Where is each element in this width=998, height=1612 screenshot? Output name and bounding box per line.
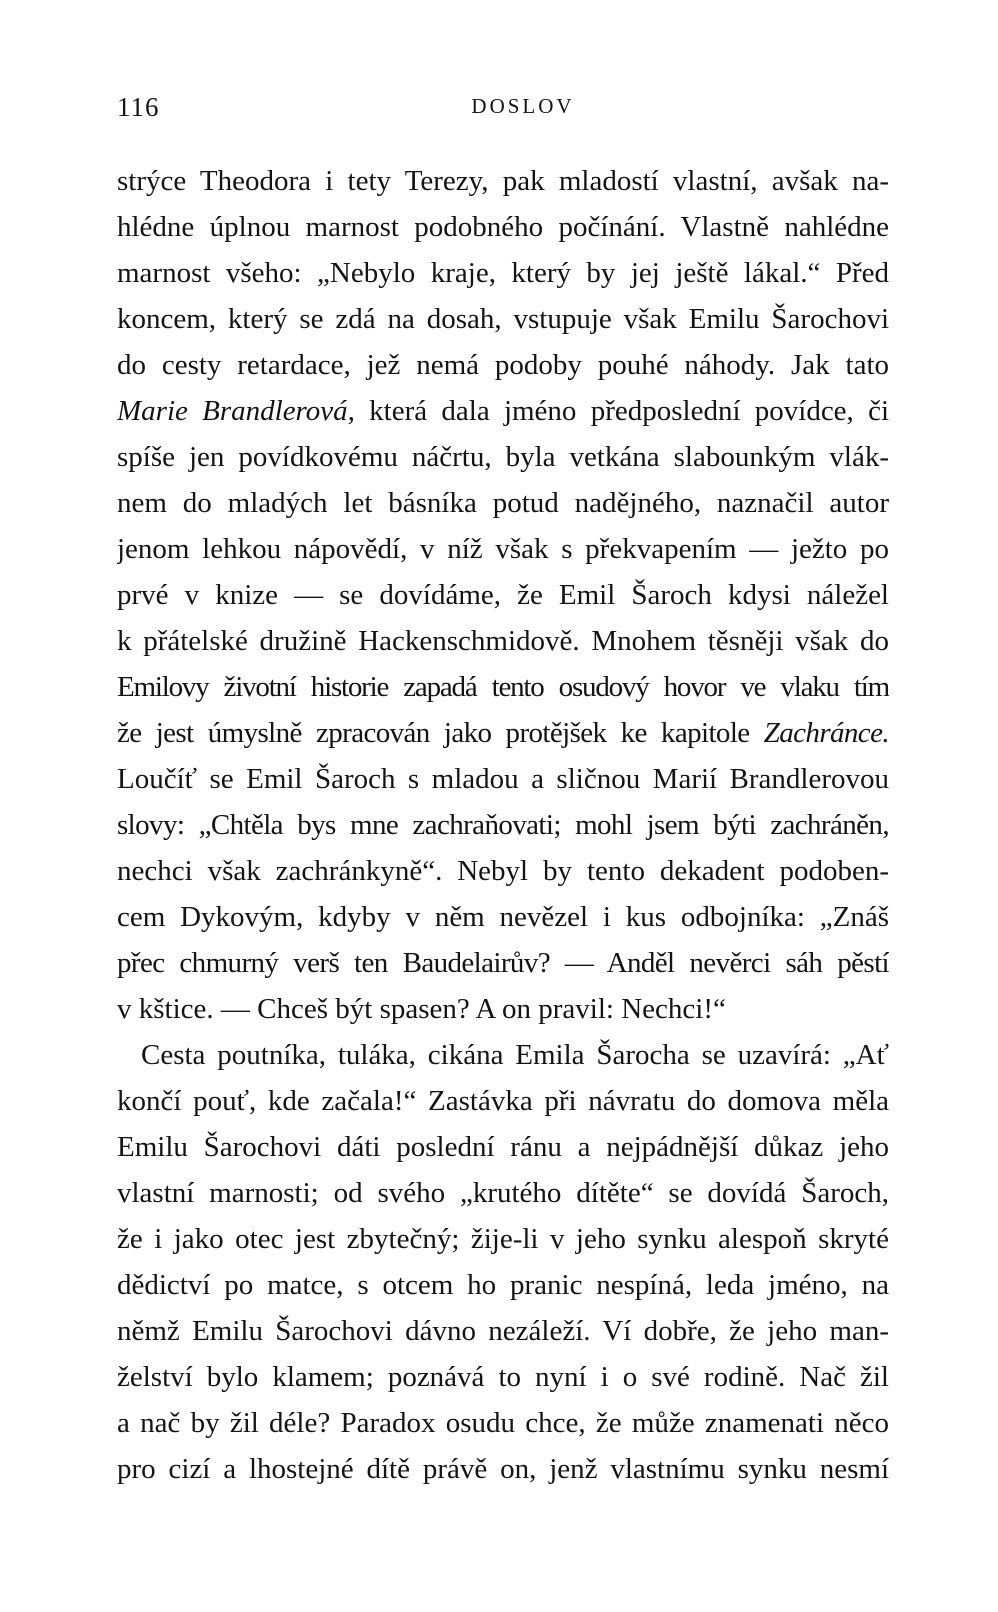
text-line: končí pouť, kde začala!“ Zastávka při návratu do domova měla: [117, 1085, 889, 1117]
text-line: Cesta poutníka, tuláka, cikána Emila Šarocha se uzavírá: „Ať: [141, 1039, 889, 1071]
text-line: že i jako otec jest zbytečný; žije-li v jeho synku alespoň skryté: [117, 1223, 889, 1255]
text-segment: která dala jméno předposlední povídce, či: [354, 395, 889, 427]
text-line: spíše jen povídkovému náčrtu, byla vetkána slabounkým vlák-: [117, 441, 889, 473]
body-text: [117, 158, 889, 1492]
text-line: nechci však zachránkyně“. Nebyl by tento dekadent podoben-: [117, 855, 889, 887]
text-line: Emilu Šarochovi dáti poslední ránu a nejpádnější důkaz jeho: [117, 1131, 889, 1163]
text-line: Emilovy životní historie zapadá tento osudový hovor ve vlaku tím: [117, 671, 889, 703]
page-number: 116: [117, 92, 160, 122]
text-line: [117, 710, 889, 756]
text-line: dědictví po matce, s otcem ho pranic nespíná, leda jméno, na: [117, 1269, 889, 1301]
text-line: a nač by žil déle? Paradox osudu chce, že může znamenati něco: [117, 1407, 889, 1439]
text-line: koncem, který se zdá na dosah, vstupuje však Emilu Šarochovi: [117, 303, 889, 335]
text-segment: že jest úmyslně zpracován jako protějšek ke kapitole: [117, 717, 764, 749]
text-line: Loučíť se Emil Šaroch s mladou a sličnou Marií Brandlerovou: [117, 763, 889, 795]
story-title-italic: Zachránce.: [763, 717, 889, 749]
text-line: strýce Theodora i tety Terezy, pak mladostí vlastní, avšak na-: [117, 165, 889, 197]
text-line: jenom lehkou nápovědí, v níž však s překvapením — ježto po: [117, 533, 889, 565]
text-line: vlastní marnosti; od svého „krutého dítěte“ se dovídá Šaroch,: [117, 1177, 889, 1209]
text-line: nem do mladých let básníka potud nadějného, naznačil autor: [117, 487, 889, 519]
text-line: slovy: „Chtěla bys mne zachraňovati; mohl jsem býti zachráněn,: [117, 809, 889, 841]
text-line: [117, 388, 889, 434]
text-line: do cesty retardace, jež nemá podoby pouhé náhody. Jak tato: [117, 349, 889, 381]
text-line: v kštice. — Chceš být spasen? A on pravil: Nechci!“: [117, 993, 726, 1025]
text-line: prvé v knize — se dovídáme, že Emil Šaroch kdysi náležel: [117, 579, 889, 611]
text-line: pro cizí a lhostejné dítě právě on, jenž vlastnímu synku nesmí: [117, 1453, 889, 1485]
text-line: cem Dykovým, kdyby v něm nevězel i kus odbojníka: „Znáš: [117, 901, 889, 933]
text-line: hlédne úplnou marnost podobného počínání. Vlastně nahlédne: [117, 211, 889, 243]
page-header: [117, 92, 889, 126]
running-head: DOSLOV: [471, 94, 575, 118]
text-line: přec chmurný verš ten Baudelairův? — Anděl nevěrci sáh pěstí: [117, 947, 889, 979]
text-line: němž Emilu Šarochovi dávno nezáleží. Ví dobře, že jeho man-: [117, 1315, 889, 1347]
story-title-italic: Marie Brandlerová,: [117, 395, 355, 427]
text-line: želství bylo klamem; poznává to nyní i o své rodině. Nač žil: [117, 1361, 889, 1393]
text-line: k přátelské družině Hackenschmidově. Mnohem těsněji však do: [117, 625, 889, 657]
text-line: marnost všeho: „Nebylo kraje, který by jej ještě lákal.“ Před: [117, 257, 889, 289]
